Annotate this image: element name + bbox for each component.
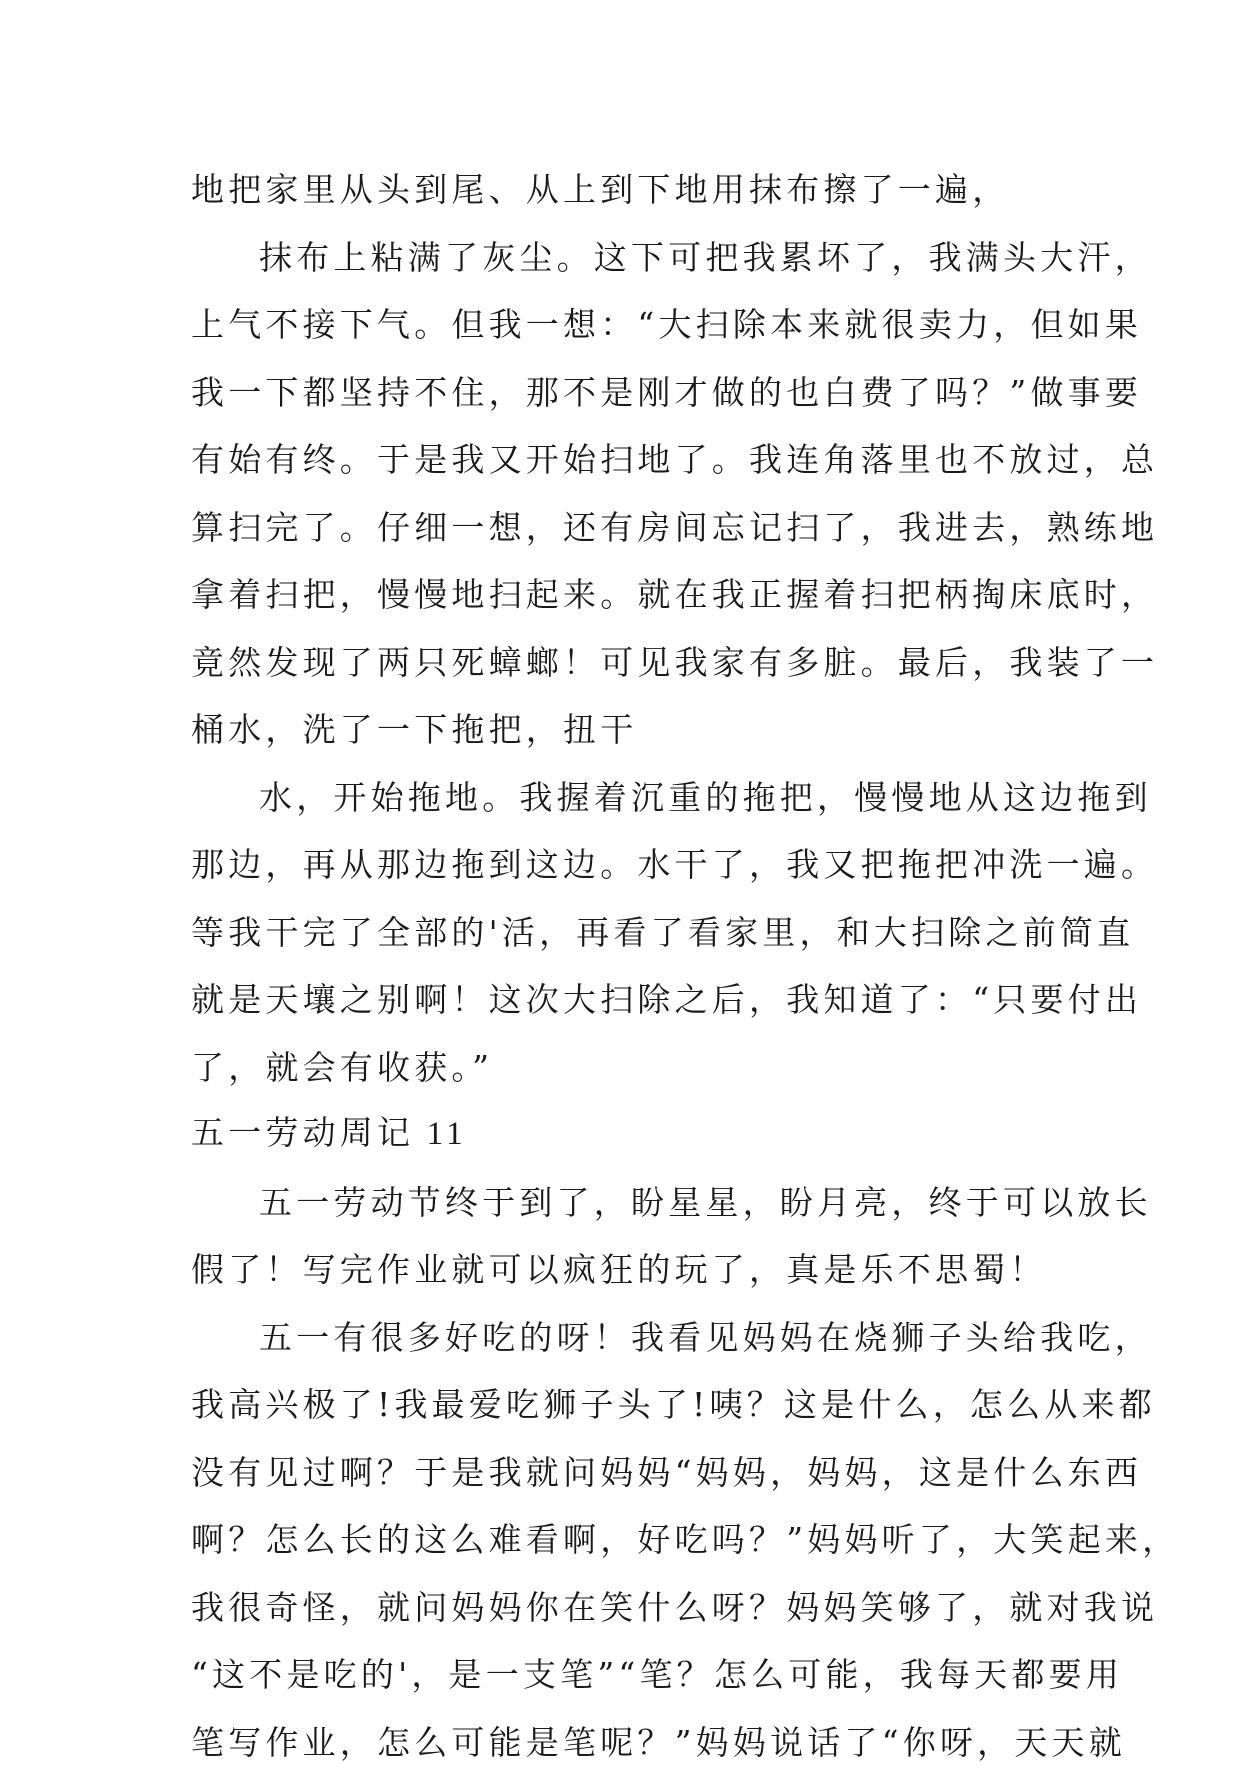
text-line: 啊？怎么长的这么难看啊，好吃吗？”妈妈听了，大笑起来， <box>191 1506 1071 1574</box>
text-line: 水，开始拖地。我握着沉重的拖把，慢慢地从这边拖到 <box>191 764 1071 832</box>
text-line: 竟然发现了两只死蟑螂！可见我家有多脏。最后，我装了一 <box>191 629 1071 697</box>
text-line: 等我干完了全部的'活，再看了看家里，和大扫除之前简直 <box>191 899 1071 967</box>
text-line: 地把家里从头到尾、从上到下地用抹布擦了一遍， <box>191 156 1071 224</box>
text-line: 了，就会有收获。” <box>191 1034 1071 1102</box>
text-line: “这不是吃的'，是一支笔”“笔？怎么可能，我每天都要用 <box>191 1641 1071 1709</box>
text-line: 那边，再从那边拖到这边。水干了，我又把拖把冲洗一遍。 <box>191 831 1071 899</box>
text-line: 我很奇怪，就问妈妈你在笑什么呀？妈妈笑够了，就对我说 <box>191 1574 1071 1642</box>
text-line: 五一有很多好吃的呀！我看见妈妈在烧狮子头给我吃， <box>191 1304 1071 1372</box>
text-line: 我一下都坚持不住，那不是刚才做的也白费了吗？”做事要 <box>191 359 1071 427</box>
text-line: 算扫完了。仔细一想，还有房间忘记扫了，我进去，熟练地 <box>191 494 1071 562</box>
text-line: 有始有终。于是我又开始扫地了。我连角落里也不放过，总 <box>191 426 1071 494</box>
text-line: 假了！写完作业就可以疯狂的玩了，真是乐不思蜀！ <box>191 1236 1071 1304</box>
text-line: 桶水，洗了一下拖把，扭干 <box>191 696 1071 764</box>
text-line: 没有见过啊？于是我就问妈妈“妈妈，妈妈，这是什么东西 <box>191 1439 1071 1507</box>
text-line: 上气不接下气。但我一想：“大扫除本来就很卖力，但如果 <box>191 291 1071 359</box>
text-line: 五一劳动节终于到了，盼星星，盼月亮，终于可以放长 <box>191 1169 1071 1237</box>
text-line: 拿着扫把，慢慢地扫起来。就在我正握着扫把柄掏床底时， <box>191 561 1071 629</box>
section-heading: 五一劳动周记 11 <box>191 1101 1071 1169</box>
text-line: 笔写作业，怎么可能是笔呢？”妈妈说话了“你呀，天天就 <box>191 1709 1071 1776</box>
text-line: 抹布上粘满了灰尘。这下可把我累坏了，我满头大汗， <box>191 224 1071 292</box>
text-line: 就是天壤之别啊！这次大扫除之后，我知道了：“只要付出 <box>191 966 1071 1034</box>
body-text <box>191 156 1071 1776</box>
text-line: 我高兴极了!我最爱吃狮子头了!咦？这是什么，怎么从来都 <box>191 1371 1071 1439</box>
